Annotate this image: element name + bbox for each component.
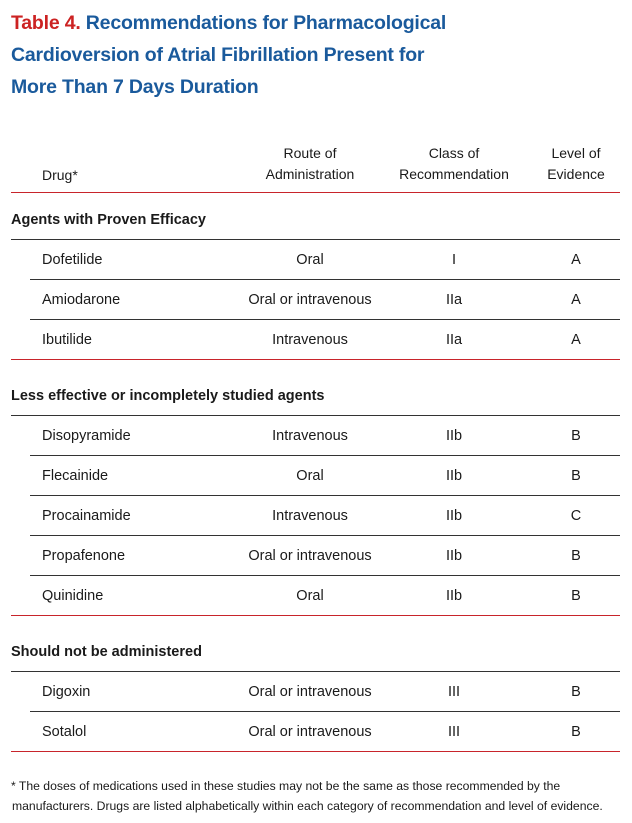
category-label: Should not be administered	[11, 644, 202, 660]
cell-route: Oral	[296, 252, 324, 268]
cell-level: A	[571, 332, 581, 348]
category-rule	[11, 415, 620, 416]
cell-drug: Ibutilide	[42, 332, 92, 348]
row-rule	[30, 495, 620, 496]
cell-level: B	[571, 428, 581, 444]
cell-class: IIa	[445, 292, 463, 308]
cell-route: Oral or intravenous	[248, 724, 372, 740]
title-line-2: Cardioversion of Atrial Fibrillation Present for	[11, 44, 425, 66]
cell-class: IIb	[445, 428, 463, 444]
category-rule	[11, 671, 620, 672]
cell-route: Intravenous	[272, 332, 348, 348]
table-number: Table 4.	[11, 12, 81, 34]
cell-drug: Flecainide	[42, 468, 109, 484]
cell-class: IIb	[445, 468, 463, 484]
cell-route: Oral or intravenous	[248, 548, 372, 564]
header-route-line-1: Route of	[283, 145, 337, 161]
cell-drug: Sotalol	[42, 724, 87, 740]
cell-route: Intravenous	[272, 508, 348, 524]
cell-drug: Procainamide	[42, 508, 131, 524]
group-end-rule	[11, 615, 620, 616]
cell-class: III	[447, 684, 461, 700]
header-class-line-2: Recommendation	[399, 166, 509, 182]
header-route-line-2: Administration	[265, 166, 355, 182]
cell-drug: Dofetilide	[42, 252, 103, 268]
row-rule	[30, 279, 620, 280]
cell-level: A	[571, 252, 581, 268]
cell-level: B	[571, 468, 581, 484]
header-route	[210, 143, 410, 185]
cell-class: IIb	[445, 548, 463, 564]
table-footnote	[11, 776, 621, 816]
cell-level: C	[570, 508, 582, 524]
cell-route: Oral	[296, 588, 324, 604]
title-line-1: Recommendations for Pharmacological	[85, 12, 447, 34]
cell-class: I	[451, 252, 457, 268]
cell-level: B	[571, 724, 581, 740]
cell-level: B	[571, 684, 581, 700]
cell-route: Intravenous	[272, 428, 348, 444]
category-label: Agents with Proven Efficacy	[11, 212, 206, 228]
cell-level: B	[571, 588, 581, 604]
group-end-rule	[11, 751, 620, 752]
cell-route: Oral	[296, 468, 324, 484]
row-rule	[30, 455, 620, 456]
category-rule	[11, 239, 620, 240]
row-rule	[30, 575, 620, 576]
row-rule	[30, 711, 620, 712]
cell-class: IIb	[445, 508, 463, 524]
header-class	[392, 143, 516, 185]
title-line-3: More Than 7 Days Duration	[11, 76, 259, 98]
header-class-line-1: Class of	[428, 145, 480, 161]
footnote-line-1: * The doses of medications used in these studies may not be the same as those recommended by the	[11, 779, 561, 793]
header-level	[536, 143, 616, 185]
cell-class: IIb	[445, 588, 463, 604]
cell-route: Oral or intravenous	[248, 684, 372, 700]
row-rule	[30, 319, 620, 320]
header-drug	[42, 165, 142, 186]
category-label: Less effective or incompletely studied agents	[11, 388, 325, 404]
cell-class: III	[447, 724, 461, 740]
cell-level: A	[571, 292, 581, 308]
header-level-line-2: Evidence	[547, 166, 605, 182]
cell-drug: Disopyramide	[42, 428, 131, 444]
group-end-rule	[11, 359, 620, 360]
footnote-line-2: manufacturers. Drugs are listed alphabetically within each category of recommendation and level of evidence.	[12, 799, 603, 813]
header-drug-label: Drug*	[42, 167, 78, 183]
header-level-line-1: Level of	[551, 145, 601, 161]
cell-class: IIa	[445, 332, 463, 348]
table-title	[11, 7, 611, 103]
row-rule	[30, 535, 620, 536]
cell-drug: Quinidine	[42, 588, 104, 604]
cell-level: B	[571, 548, 581, 564]
cell-route: Oral or intravenous	[248, 292, 372, 308]
cell-drug: Amiodarone	[42, 292, 121, 308]
cell-drug: Digoxin	[42, 684, 91, 700]
header-rule	[11, 192, 620, 193]
cell-drug: Propafenone	[42, 548, 126, 564]
